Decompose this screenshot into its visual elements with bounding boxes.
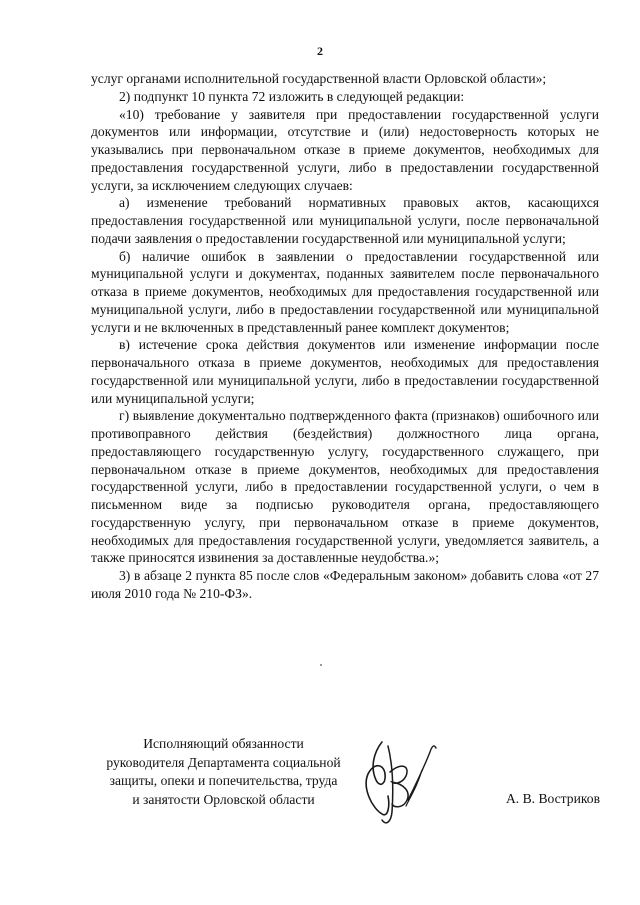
- signatory-line: руководителя Департамента социальной: [106, 754, 341, 770]
- document-body: [91, 70, 599, 603]
- paragraph-item-10: «10) требование у заявителя при предоставлении государственной услуги документов или информации, отсутствие и (или) недостоверность которых не указывались при первоначальном отказе в приеме документов, необходимых для предоставления государственной услуги, либо в предоставлении государственной услуги, за исключением следующих случаев:: [91, 106, 599, 193]
- paragraph-continuation: услуг органами исполнительной государственной власти Орловской области»;: [91, 71, 547, 86]
- paragraph-case-g: г) выявление документально подтвержденного факта (признаков) ошибочного или противоправного действия (бездействия) должностного лица органа, предоставляющего государственную услугу, государственного служащего, при первоначальном отказе в приеме документов, необходимых для предоставления государственной услуги, либо в предоставлении государственной услуги, о чем в письменном виде за подписью руководителя органа, предоставляющего государственную услугу, при первоначальном отказе в приеме документов, необходимых для предоставления государственной услуги, уведомляется заявитель, а также приносятся извинения за доставленные неудобства.»;: [91, 408, 599, 566]
- paragraph-case-a: а) изменение требований нормативных правовых актов, касающихся предоставления государственной или муниципальной услуги, после первоначальной подачи заявления о предоставлении государственной или муниципальной услуги;: [91, 195, 599, 246]
- paragraph-case-b: б) наличие ошибок в заявлении о предоставлении государственной или муниципальной услуги и документах, поданных заявителем после первоначального отказа в приеме документов, необходимых для предоставления государственной или муниципальной услуги, либо в предоставлении государственной или муниципальной услуги и не включенных в представленный ранее комплект документов;: [91, 248, 599, 335]
- signatory-title: [91, 735, 356, 809]
- stray-mark: [320, 664, 322, 666]
- signatory-line: защиты, опеки и попечительства, труда: [109, 773, 338, 788]
- paragraph-item-3: 3) в абзаце 2 пункта 85 после слов «Федеральным законом» добавить слова «от 27 июля 2010 года № 210-ФЗ».: [91, 568, 599, 601]
- page-number: 2: [317, 44, 323, 58]
- paragraph-case-v: в) истечение срока действия документов или изменение информации после первоначального отказа в приеме документов, необходимых для предоставления государственной или муниципальной услуги, либо в предоставлении государственной или муниципальной услуги;: [91, 337, 599, 406]
- paragraph-item-2: 2) подпункт 10 пункта 72 изложить в следующей редакции:: [119, 88, 465, 104]
- handwritten-signature: [352, 722, 442, 832]
- signatory-line: Исполняющий обязанности: [143, 736, 304, 751]
- signer-name: А. В. Востриков: [505, 791, 600, 806]
- signatory-line: и занятости Орловской области: [132, 791, 315, 807]
